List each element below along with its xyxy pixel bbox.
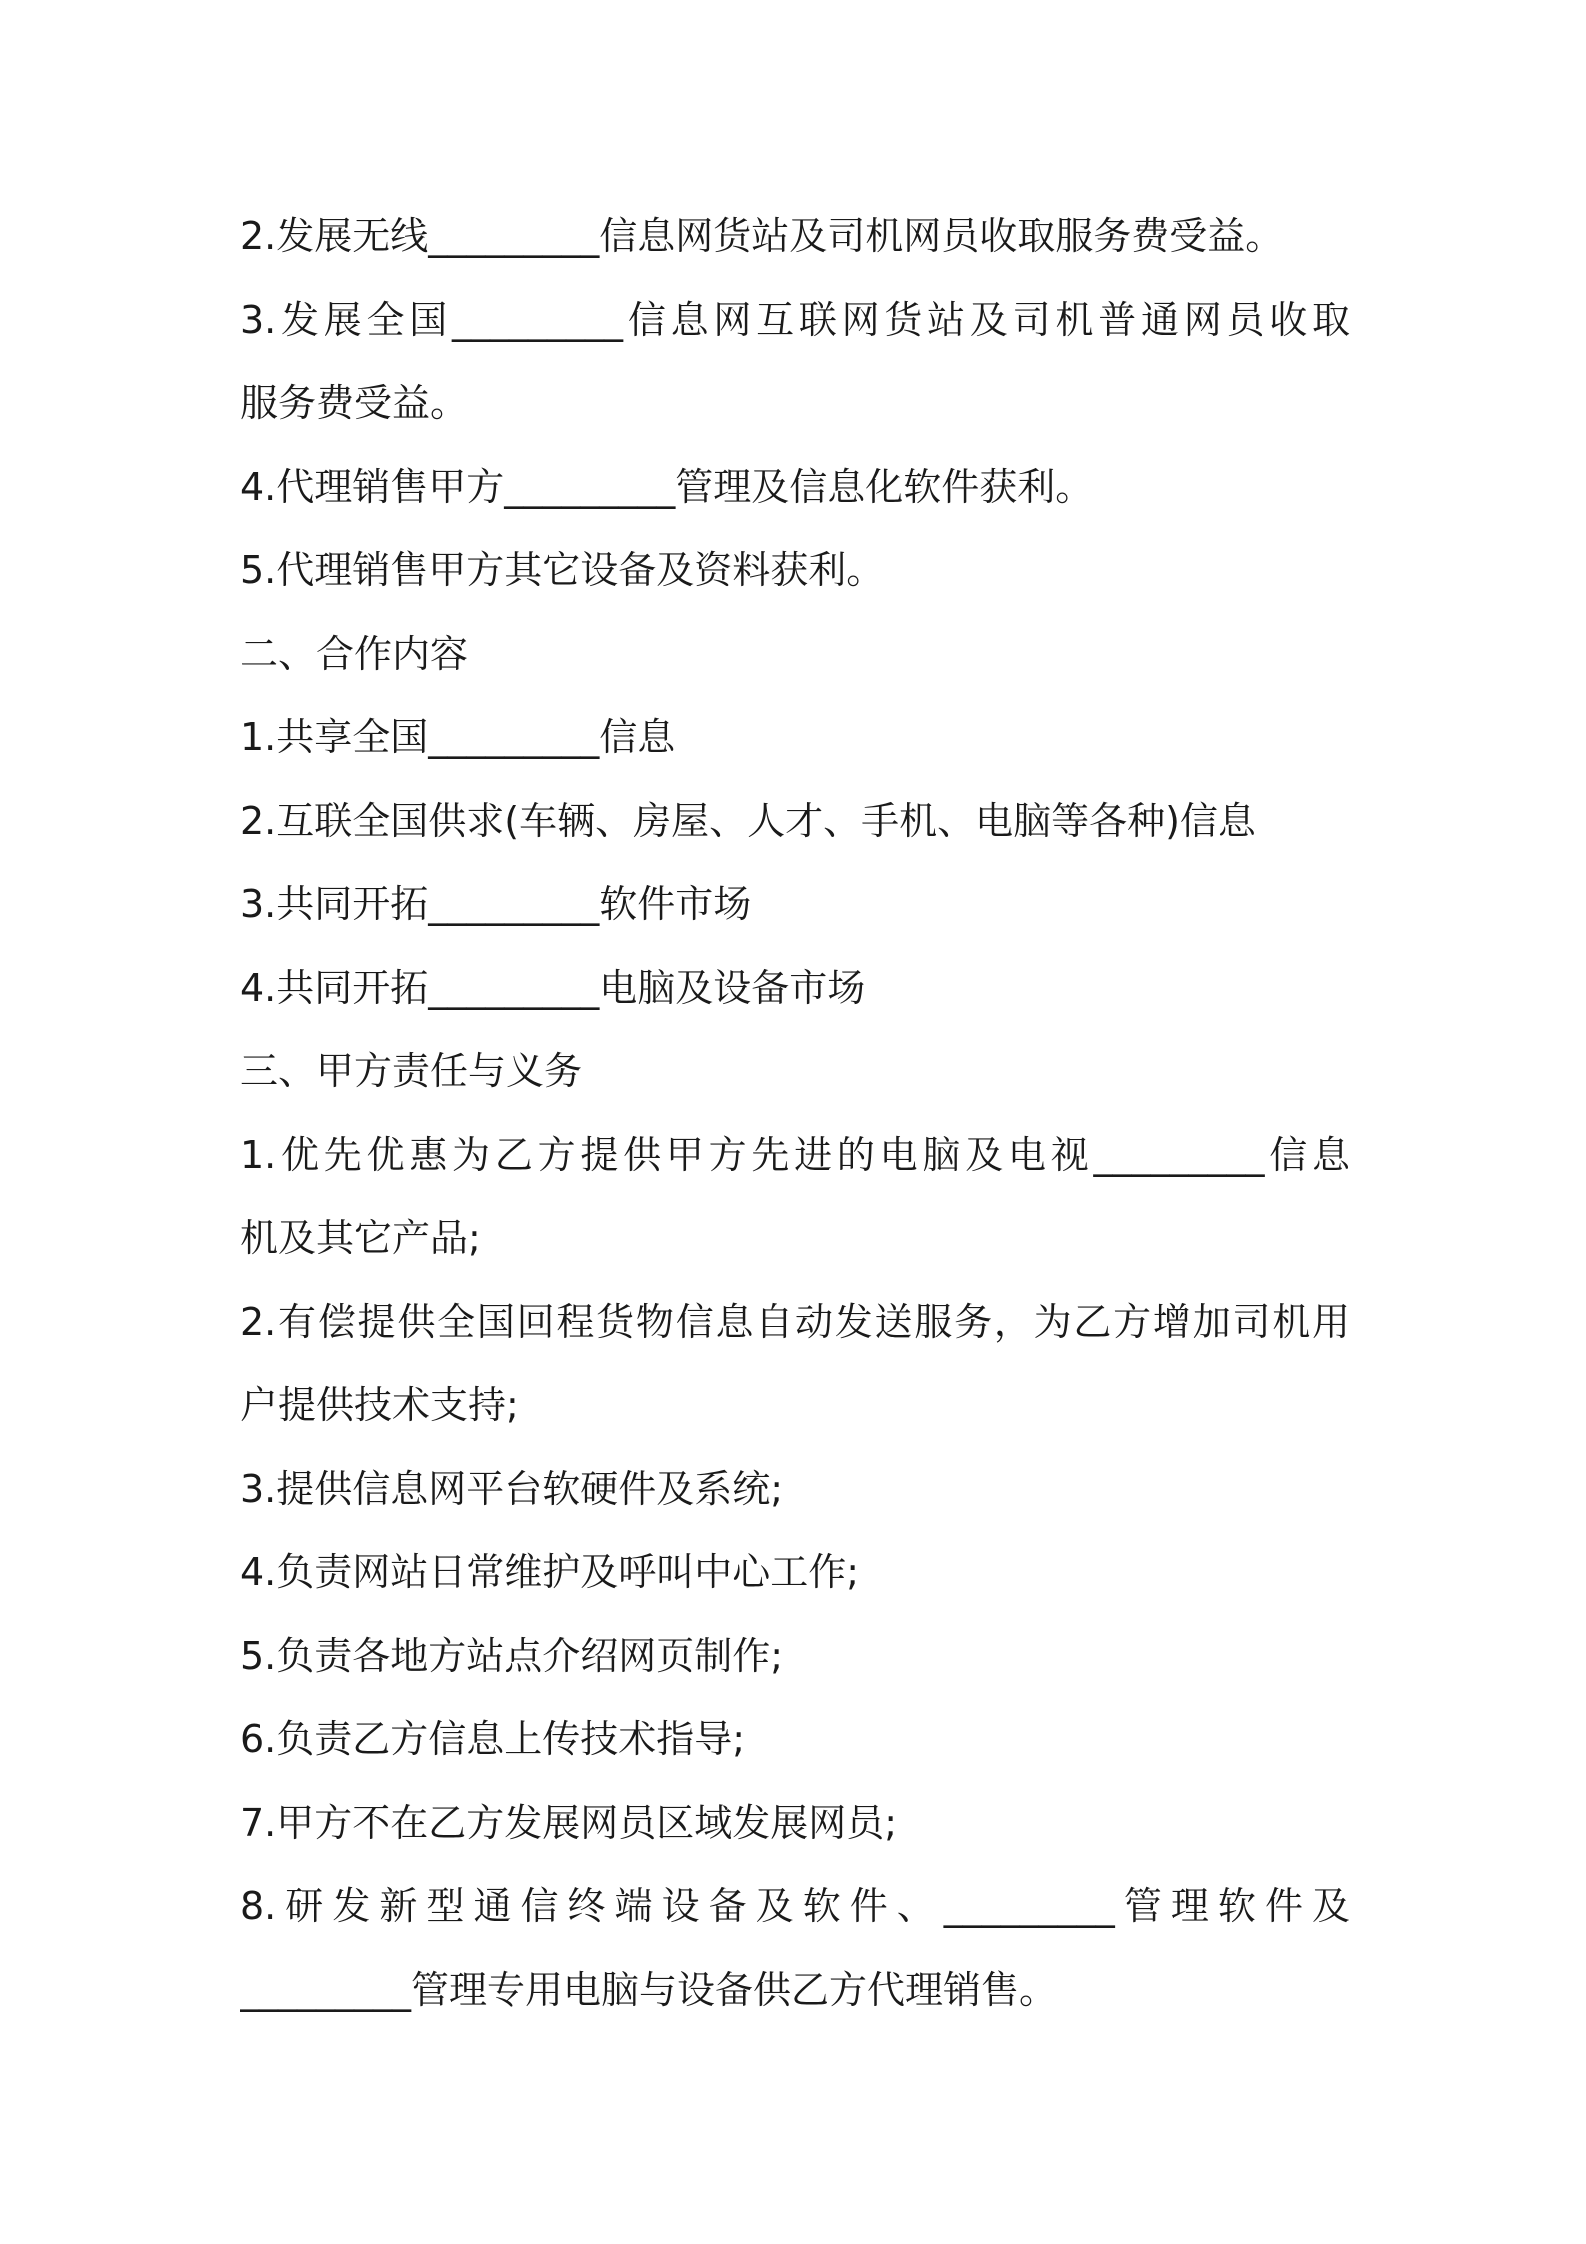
- clause-line: 2.发展无线_________信息网货站及司机网员收取服务费受益。: [240, 214, 1284, 258]
- document-body: [240, 195, 1350, 2032]
- clause-line: 户提供技术支持;: [240, 1383, 519, 1427]
- clause-line: 2.互联全国供求(车辆、房屋、人才、手机、电脑等各种)信息: [240, 798, 1256, 843]
- clause-line: 1.共享全国_________信息: [240, 715, 676, 759]
- clause-line: _________管理专用电脑与设备供乙方代理销售。: [240, 1967, 1058, 2012]
- clause-line: 4.负责网站日常维护及呼叫中心工作;: [240, 1550, 860, 1594]
- section-heading: 二、合作内容: [240, 631, 469, 676]
- clause-line: 4.共同开拓_________电脑及设备市场: [240, 965, 866, 1010]
- clause-line: 1.优先优惠为乙方提供甲方先进的电脑及电视_________信息: [240, 1132, 1350, 1177]
- clause-line: 5.代理销售甲方其它设备及资料获利。: [240, 548, 885, 592]
- clause-line: 4.代理销售甲方_________管理及信息化软件获利。: [240, 464, 1094, 509]
- clause-line: 7.甲方不在乙方发展网员区域发展网员;: [240, 1800, 898, 1845]
- clause-line: 8.研发新型通信终端设备及软件、_________管理软件及: [240, 1884, 1350, 1928]
- section-heading: 三、甲方责任与义务: [240, 1049, 583, 1093]
- clause-line: 2.有偿提供全国回程货物信息自动发送服务，为乙方增加司机用: [240, 1299, 1350, 1344]
- clause-line: 6.负责乙方信息上传技术指导;: [240, 1717, 746, 1761]
- clause-line: 服务费受益。: [240, 381, 469, 425]
- clause-line: 3.发展全国_________信息网互联网货站及司机普通网员收取: [240, 297, 1350, 342]
- clause-line: 机及其它产品;: [240, 1216, 481, 1260]
- clause-line: 5.负责各地方站点介绍网页制作;: [240, 1633, 784, 1678]
- clause-line: 3.共同开拓_________软件市场: [240, 882, 752, 926]
- clause-line: 3.提供信息网平台软硬件及系统;: [240, 1466, 784, 1511]
